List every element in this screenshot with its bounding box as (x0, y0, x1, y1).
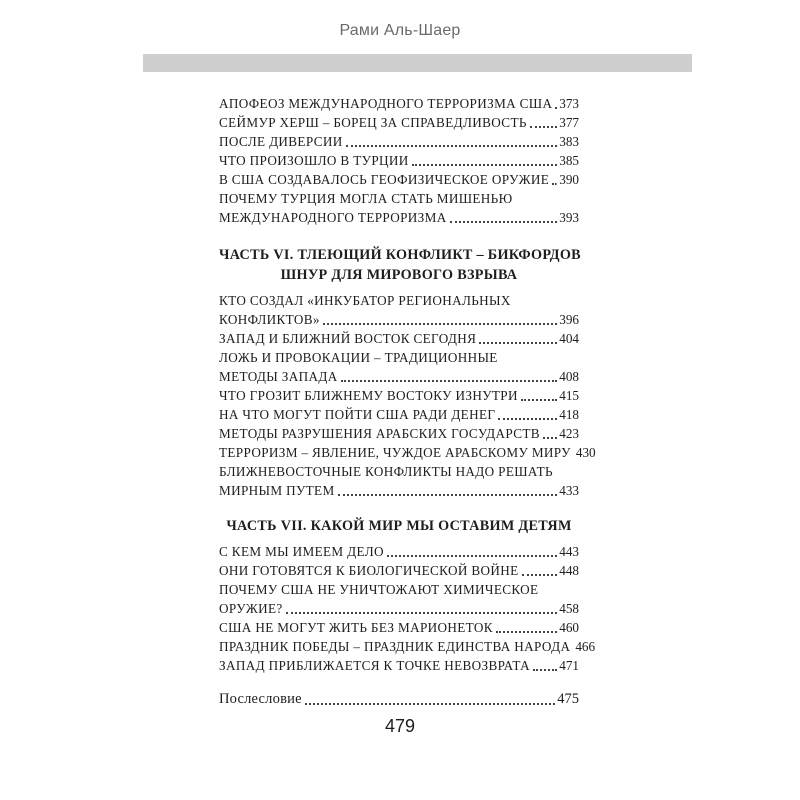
leader-dots (338, 494, 558, 496)
leader-dots (286, 612, 558, 614)
toc-entry-page: 393 (559, 210, 579, 225)
toc-entry-page: 404 (559, 331, 579, 346)
table-of-contents (219, 94, 596, 709)
leader-dots (552, 183, 557, 185)
toc-entry-page: 423 (559, 426, 579, 441)
leader-dots (450, 221, 558, 223)
toc-entry-title: ЗАПАД ПРИБЛИЖАЕТСЯ К ТОЧКЕ НЕВОЗВРАТА (219, 658, 530, 673)
toc-entry-title: МЕТОДЫ РАЗРУШЕНИЯ АРАБСКИХ ГОСУДАРСТВ (219, 426, 540, 441)
toc-entry[interactable] (219, 113, 579, 132)
header-rule (143, 54, 692, 72)
toc-entry-title: ОРУЖИЕ? (219, 601, 283, 616)
leader-dots (323, 323, 557, 325)
toc-entry-page: 408 (559, 369, 579, 384)
toc-entry-afterword[interactable] (219, 690, 579, 709)
leader-dots (412, 164, 558, 166)
toc-entry-title: ЧТО ГРОЗИТ БЛИЖНЕМУ ВОСТОКУ ИЗНУТРИ (219, 388, 518, 403)
leader-dots (533, 669, 557, 671)
toc-entry[interactable] (219, 405, 579, 424)
toc-entry[interactable] (219, 208, 579, 227)
toc-entry-line[interactable]: БЛИЖНЕВОСТОЧНЫЕ КОНФЛИКТЫ НАДО РЕШАТЬ (219, 464, 553, 479)
toc-entry-title: КОНФЛИКТОВ» (219, 312, 320, 327)
leader-dots (498, 418, 557, 420)
toc-entry[interactable] (219, 367, 579, 386)
toc-entry-page: 471 (559, 658, 579, 673)
toc-entry-title: СЕЙМУР ХЕРШ – БОРЕЦ ЗА СПРАВЕДЛИВОСТЬ (219, 115, 527, 130)
toc-entry-page: 475 (557, 691, 579, 707)
toc-entry[interactable] (219, 599, 579, 618)
leader-dots (522, 574, 558, 576)
toc-entry[interactable] (219, 310, 579, 329)
toc-entry[interactable] (219, 656, 579, 675)
toc-entry-page: 377 (559, 115, 579, 130)
toc-entry-title: НА ЧТО МОГУТ ПОЙТИ США РАДИ ДЕНЕГ (219, 407, 496, 422)
toc-entry-title: ЗАПАД И БЛИЖНИЙ ВОСТОК СЕГОДНЯ (219, 331, 477, 346)
toc-entry-title: ПРАЗДНИК ПОБЕДЫ – ПРАЗДНИК ЕДИНСТВА НАРОДА (219, 639, 571, 654)
toc-entry[interactable] (219, 329, 579, 348)
part-heading-line: ЧАСТЬ VI. ТЛЕЮЩИЙ КОНФЛИКТ – БИКФОРДОВ (219, 247, 581, 263)
toc-entry[interactable] (219, 618, 579, 637)
toc-entry-title: ЧТО ПРОИЗОШЛО В ТУРЦИИ (219, 153, 409, 168)
leader-dots (346, 145, 558, 147)
toc-entry[interactable] (219, 542, 579, 561)
toc-entry[interactable] (219, 151, 579, 170)
toc-entry-page: 460 (559, 620, 579, 635)
toc-entry-page: 458 (559, 601, 579, 616)
toc-entry[interactable] (219, 481, 579, 500)
leader-dots (521, 399, 557, 401)
leader-dots (543, 437, 557, 439)
toc-entry-title: ТЕРРОРИЗМ – ЯВЛЕНИЕ, ЧУЖДОЕ АРАБСКОМУ МИРУ (219, 445, 571, 460)
toc-entry-line[interactable]: ПОЧЕМУ США НЕ УНИЧТОЖАЮТ ХИМИЧЕСКОЕ (219, 582, 539, 597)
toc-entry-title: ПОСЛЕ ДИВЕРСИИ (219, 134, 343, 149)
toc-entry-line[interactable]: ПОЧЕМУ ТУРЦИЯ МОГЛА СТАТЬ МИШЕНЬЮ (219, 191, 513, 206)
toc-entry-page: 466 (575, 639, 596, 654)
leader-dots (555, 107, 557, 109)
toc-entry-page: 385 (559, 153, 579, 168)
toc-entry[interactable] (219, 132, 579, 151)
toc-entry-title: МИРНЫМ ПУТЕМ (219, 483, 335, 498)
toc-entry-page: 430 (575, 445, 596, 460)
toc-entry-title: ОНИ ГОТОВЯТСЯ К БИОЛОГИЧЕСКОЙ ВОЙНЕ (219, 563, 519, 578)
toc-entry[interactable] (219, 443, 596, 462)
toc-entry-page: 448 (559, 563, 579, 578)
leader-dots (387, 555, 557, 557)
toc-entry[interactable] (219, 561, 579, 580)
leader-dots (479, 342, 557, 344)
toc-entry-title: Послесловие (219, 691, 302, 707)
toc-entry-page: 390 (559, 172, 579, 187)
toc-entry-title: АПОФЕОЗ МЕЖДУНАРОДНОГО ТЕРРОРИЗМА США (219, 96, 553, 111)
leader-dots (305, 703, 556, 705)
toc-entry[interactable] (219, 170, 579, 189)
page-number: 479 (384, 716, 416, 736)
toc-entry[interactable] (219, 386, 579, 405)
part-heading[interactable] (219, 245, 579, 285)
part-heading-line: ШНУР ДЛЯ МИРОВОГО ВЗРЫВА (280, 267, 518, 283)
toc-entry-line[interactable]: ЛОЖЬ И ПРОВОКАЦИИ – ТРАДИЦИОННЫЕ (219, 350, 498, 365)
toc-entry-title: С КЕМ МЫ ИМЕЕМ ДЕЛО (219, 544, 384, 559)
toc-entry-page: 373 (559, 96, 579, 111)
leader-dots (530, 126, 557, 128)
toc-entry-page: 396 (559, 312, 579, 327)
leader-dots (341, 380, 558, 382)
leader-dots (496, 631, 557, 633)
toc-entry-page: 415 (559, 388, 579, 403)
part-heading-line: ЧАСТЬ VII. КАКОЙ МИР МЫ ОСТАВИМ ДЕТЯМ (226, 518, 572, 534)
toc-entry-title: МЕТОДЫ ЗАПАДА (219, 369, 338, 384)
toc-entry-line[interactable]: КТО СОЗДАЛ «ИНКУБАТОР РЕГИОНАЛЬНЫХ (219, 293, 511, 308)
toc-entry[interactable] (219, 94, 579, 113)
toc-entry[interactable] (219, 637, 596, 656)
part-heading[interactable] (219, 516, 579, 536)
toc-entry[interactable] (219, 424, 579, 443)
running-head: Рами Аль-Шаер (339, 22, 461, 39)
toc-entry-page: 418 (559, 407, 579, 422)
toc-entry-page: 383 (559, 134, 579, 149)
toc-entry-title: США НЕ МОГУТ ЖИТЬ БЕЗ МАРИОНЕТОК (219, 620, 493, 635)
toc-entry-title: В США СОЗДАВАЛОСЬ ГЕОФИЗИЧЕСКОЕ ОРУЖИЕ (219, 172, 550, 187)
toc-entry-page: 443 (559, 544, 579, 559)
toc-entry-page: 433 (559, 483, 579, 498)
toc-entry-title: МЕЖДУНАРОДНОГО ТЕРРОРИЗМА (219, 210, 447, 225)
